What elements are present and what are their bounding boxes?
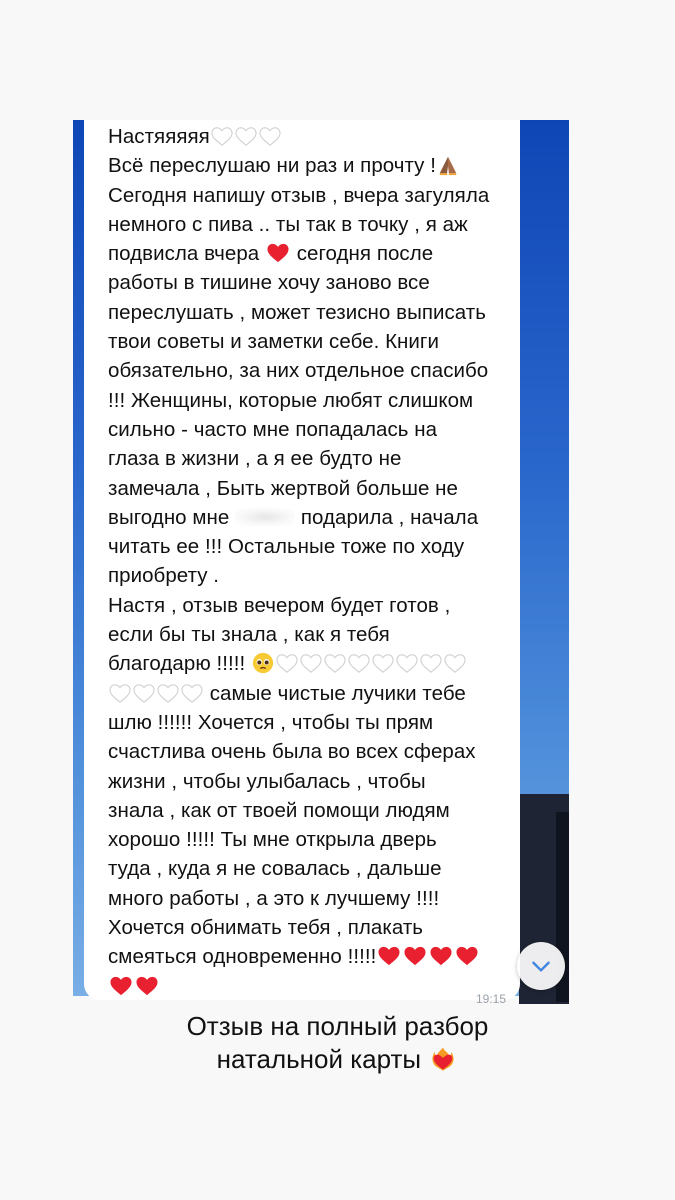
white-heart-icon [211,126,233,147]
message-line: туда , куда я не совалась , дальше [108,857,442,881]
red-heart-icon [455,945,479,967]
white-heart-icon [300,653,322,674]
story-caption [0,1010,675,1076]
white-heart-icon [372,653,394,674]
red-heart-icon [266,242,290,264]
white-heart-icon [109,683,131,704]
praying-hands-icon [437,154,459,176]
message-line: если бы ты знала , как я тебя [108,623,390,647]
message-line: твои советы и заметки себе. Книги [108,330,439,354]
message-line: хорошо !!!!! Ты мне открыла дверь [108,828,437,852]
message-time: 19:15 [475,992,506,1006]
white-heart-icon [276,653,298,674]
message-line: !!! Женщины, которые любят слишком [108,388,474,412]
message-line: читать ее !!! Остальные тоже по ходу [108,535,465,559]
chat-screenshot [73,120,569,1006]
white-heart-icon [157,683,179,704]
red-heart-icon [135,975,159,997]
message-line: Сегодня напишу отзыв , вчера загуляла [108,183,490,207]
message-line: обязательно, за них отдельное спасибо [108,359,489,383]
message-text [108,122,528,1001]
message-line [108,972,528,1001]
message-bubble [84,120,520,1006]
message-line: работы в тишине хочу заново все [108,271,430,295]
message-line: переслушать , может тезисно выписать [108,300,486,324]
message-line: Хочется обнимать тебя , плакать [108,916,423,940]
red-heart-icon [377,945,401,967]
message-line: смеяться одновременно !!!!! [108,942,528,971]
white-heart-icon [348,653,370,674]
white-heart-icon [324,653,346,674]
white-heart-icon [259,126,281,147]
message-line: подвисла вчера сегодня после [108,242,434,266]
white-heart-icon [420,653,442,674]
pleading-face-icon [252,652,274,674]
heart-on-fire-icon [429,1045,457,1073]
message-line: счастлива очень была во всех сферах [108,740,476,764]
white-heart-icon [235,126,257,147]
red-heart-icon [109,975,133,997]
white-heart-icon [396,653,418,674]
message-line: замечала , Быть жертвой больше не [108,476,459,500]
message-line: самые чистые лучики тебе [108,679,528,708]
message-line: много работы , а это к лучшему !!!! [108,886,440,910]
message-line: шлю !!!!!! Хочется , чтобы ты прям [108,710,434,734]
message-line: жизни , чтобы улыбалась , чтобы [108,769,426,793]
message-line: сильно - часто мне попадалась на [108,417,438,441]
white-heart-icon [133,683,155,704]
blurred-text [235,508,295,526]
message-line: выгодно мне подарила , начала [108,505,479,529]
message-line: Всё переслушаю ни раз и прочту ! [108,151,528,180]
message-line: знала , как от твоей помощи людям [108,798,450,822]
scroll-down-button[interactable] [517,942,565,990]
white-heart-icon [444,653,466,674]
message-line: приобрету . [108,564,220,588]
message-line: глаза в жизни , а я ее будто не [108,447,402,471]
red-heart-icon [403,945,427,967]
message-line: Настя , отзыв вечером будет готов , [108,593,451,617]
white-heart-icon [181,683,203,704]
message-line: немного с пива .. ты так в точку , я аж [108,212,468,236]
chevron-down-icon [528,953,554,979]
message-line: Настяяяяя [108,122,528,151]
caption-line-2: натальной карты [0,1043,675,1076]
red-heart-icon [429,945,453,967]
message-line: благодарю !!!!! [108,649,528,678]
caption-line-1: Отзыв на полный разбор [186,1011,489,1041]
